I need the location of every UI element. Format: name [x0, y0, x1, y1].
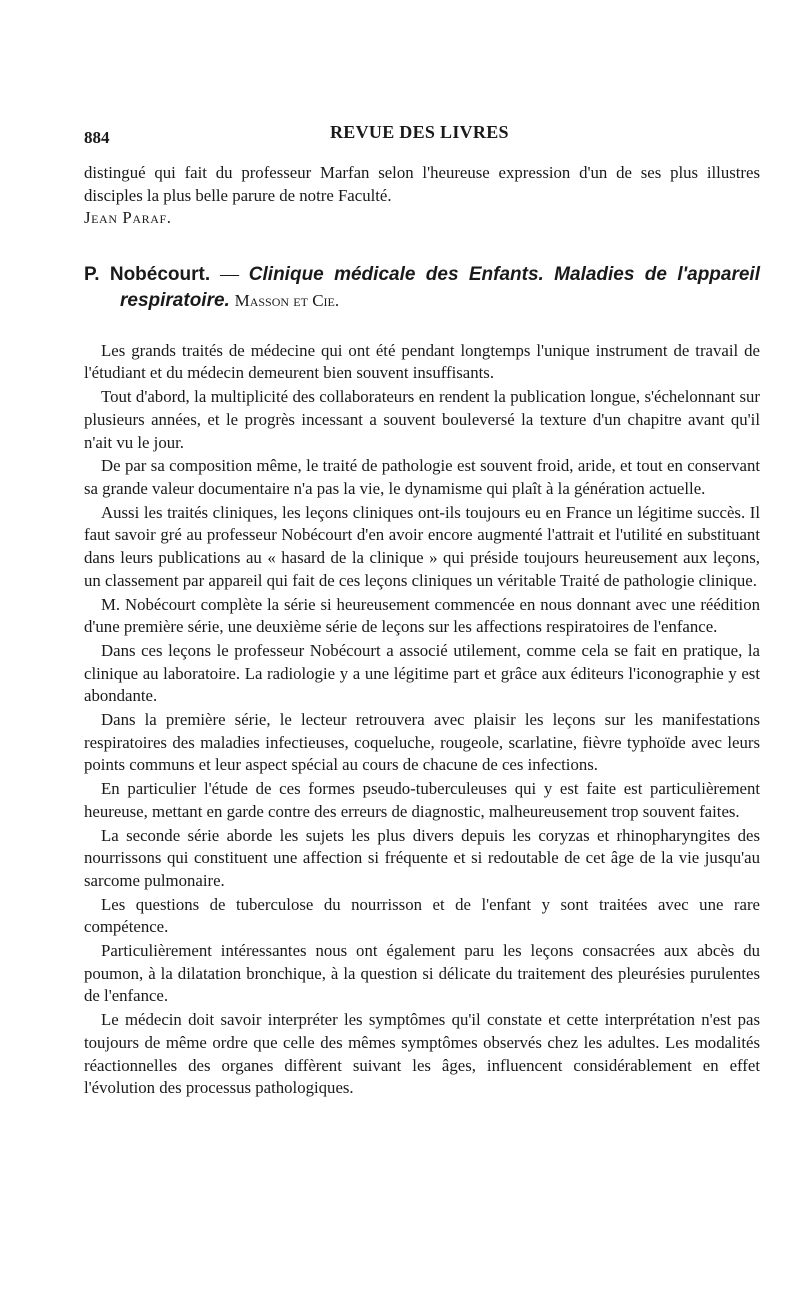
- review-paragraph: M. Nobécourt complète la série si heureusement commencée en nous donnant avec une réédition d'une première série, une deuxième série de leçons sur les affections respiratoires de l'enfance.: [84, 594, 760, 637]
- reviewer-signature: Jean Paraf.: [84, 208, 172, 228]
- review-paragraph: Dans ces leçons le professeur Nobécourt a associé utilement, comme cela se fait en pratique, la clinique au laboratoire. La radiologie y a une légitime part et grâce aux éditeurs l'iconographie y est abondante.: [84, 640, 760, 706]
- review-paragraph: Dans la première série, le lecteur retrouvera avec plaisir les leçons sur les manifestations respiratoires des maladies infectieuses, coqueluche, rougeole, scarlatine, fièvre typhoïde avec leurs points communs et leur aspect spécial au cours de chacune de ces infections.: [84, 710, 760, 775]
- running-head: [84, 118, 760, 152]
- review-paragraph: Tout d'abord, la multiplicité des collaborateurs en rendent la publication longue, s'échelonnant sur plusieurs années, et le progrès incessant a souvent bouleversé la texture d'un chapitre avant qu'il n'ait vu le jour.: [84, 387, 760, 452]
- heading-separator: —: [219, 263, 239, 285]
- review-body: [84, 340, 760, 1100]
- book-page: [84, 118, 760, 1100]
- review-paragraph: Les questions de tuberculose du nourrisson et de l'enfant y sont traitées avec une rare compétence.: [84, 894, 760, 937]
- review-paragraph: Le médecin doit savoir interpréter les symptômes qu'il constate et cette interprétation n'est pas toujours de même ordre que celle des mêmes symptômes observés chez les adultes. Les modalités réactionnelles des organes diffèrent suivant les âges, influencent considérablement en effet l'évolution des processus pathologiques.: [84, 1010, 760, 1098]
- review-paragraph: Particulièrement intéressantes nous ont également paru les leçons consacrées aux abcès du poumon, à la dilatation bronchique, à la question si délicate du traitement des pleurésies purulentes de l'enfance.: [84, 941, 760, 1006]
- review-paragraph: En particulier l'étude de ces formes pseudo-tuberculeuses qui y est faite est particulièrement heureuse, mettant en garde contre des erreurs de diagnostic, malheureusement trop souvent faites.: [84, 779, 760, 821]
- book-publisher: Masson et Cie.: [234, 290, 340, 310]
- previous-review-ending: [84, 162, 760, 230]
- page-number: 884: [84, 128, 110, 147]
- book-author: P. Nobécourt.: [84, 263, 211, 285]
- review-paragraph: Les grands traités de médecine qui ont été pendant longtemps l'unique instrument de travail de l'étudiant et du médecin demeurent bien souvent insuffisants.: [84, 340, 760, 383]
- review-paragraph: La seconde série aborde les sujets les plus divers depuis les coryzas et rhinopharyngites des nourrissons qui constituent une affection si fréquente et si redoutable de cet âge de la vie jusqu'au sarcome pulmonaire.: [84, 825, 760, 890]
- review-paragraph: De par sa composition même, le traité de pathologie est souvent froid, aride, et tout en conservant sa grande valeur documentaire n'a pas la vie, le dynamisme qui plaît à la génération actuelle.: [84, 456, 760, 498]
- book-title: Clinique médicale des Enfants. Maladies de l'appareil respiratoire.: [120, 263, 760, 311]
- review-heading: [84, 262, 760, 314]
- previous-review-closing-paragraph: distingué qui fait du professeur Marfan selon l'heureuse expression d'un de ses plus illustres disciples la plus belle parure de notre Faculté.: [84, 163, 760, 205]
- running-title: REVUE DES LIVRES: [330, 122, 509, 142]
- review-paragraph: Aussi les traités cliniques, les leçons cliniques ont-ils toujours eu en France un légitime succès. Il faut savoir gré au professeur Nobécourt d'en avoir encore augmenté l'attrait et l'utilité en substituant dans leurs publications au « hasard de la clinique » qui préside toujours heureusement aux leçons, un classement par appareil qui fait de ces leçons cliniques un véritable Traité de pathologie clinique.: [84, 502, 760, 590]
